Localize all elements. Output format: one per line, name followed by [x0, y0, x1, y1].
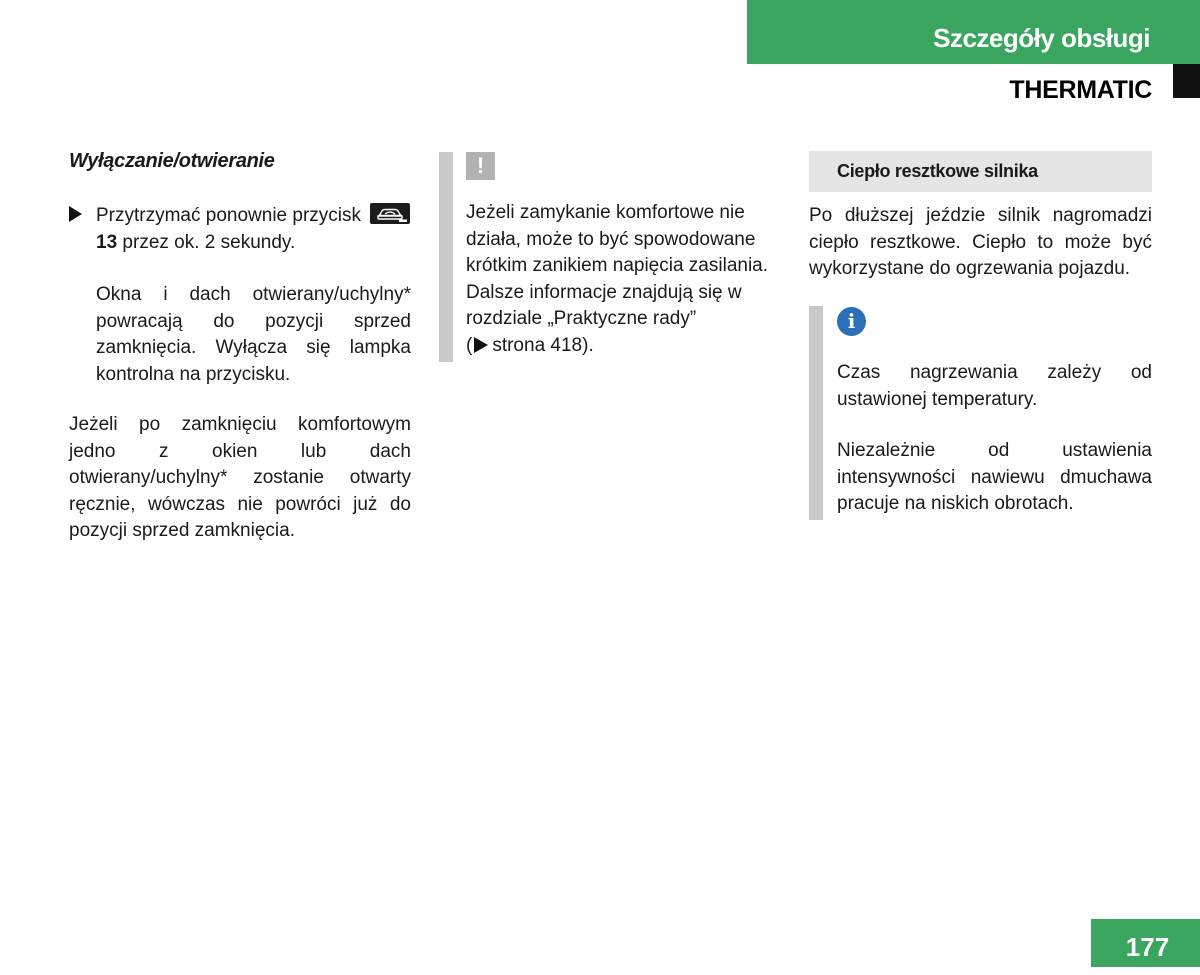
step-text: Przytrzymać ponownie przycisk — [96, 205, 362, 226]
subheading: Wyłączanie/otwieranie — [69, 150, 275, 172]
warning-side-bar — [439, 152, 453, 362]
instruction-step — [96, 203, 411, 256]
result-paragraph: Okna i dach otwierany/uchylny* powracają do pozycji sprzed zamknięcia. Wyłącza się lampka kontrolna na przycisku. — [96, 284, 411, 385]
section-heading: Ciepło resztkowe silnika — [837, 161, 1038, 181]
section-title: Szczegóły obsługi — [933, 22, 1150, 53]
info-icon: i — [837, 307, 866, 336]
step-arrow-icon — [69, 206, 82, 222]
page-reference-link[interactable]: strona 418). — [492, 334, 594, 356]
heat-paragraph: Po dłuższej jeździe silnik nagromadzi ciepło resztkowe. Ciepło to może być wykorzystane do ogrzewania pojazdu. — [809, 205, 1152, 279]
section-heading-box — [809, 151, 1152, 192]
info-paragraph-1: Czas nagrzewania zależy od ustawionej temperatury. — [837, 362, 1152, 410]
page-reference-arrow-icon — [474, 337, 488, 353]
step-duration-text: przez ok. 2 sekundy. — [117, 231, 296, 253]
chapter-title: THERMATIC — [1009, 76, 1152, 104]
info-paragraph-2: Niezależnie od ustawienia intensywności nawiewu dmuchawa pracuje na niskich obrotach. — [837, 440, 1152, 514]
car-recirculation-icon — [370, 203, 410, 224]
page-number: 177 — [1091, 919, 1200, 967]
step-number: 13 — [96, 231, 118, 253]
page-ref-open: ( — [466, 334, 473, 356]
warning-icon: ! — [466, 152, 495, 180]
warning-text: Jeżeli zamykanie komfortowe nie działa, może to być spowodowane krótkim zanikiem napięcia zasilania. Dalsze informacje znajdują się w rozdziale „Praktyczne rady” — [466, 202, 769, 329]
note-paragraph: Jeżeli po zamknięciu komfortowym jedno z okien lub dach otwierany/uchylny* zostanie otwarty ręcznie, wówczas nie powróci już do pozycji sprzed zamknięcia. — [69, 414, 411, 541]
info-side-bar — [809, 306, 823, 520]
section-header — [747, 0, 1200, 64]
warning-paragraph — [466, 200, 784, 359]
chapter-tab-marker — [1173, 64, 1200, 98]
